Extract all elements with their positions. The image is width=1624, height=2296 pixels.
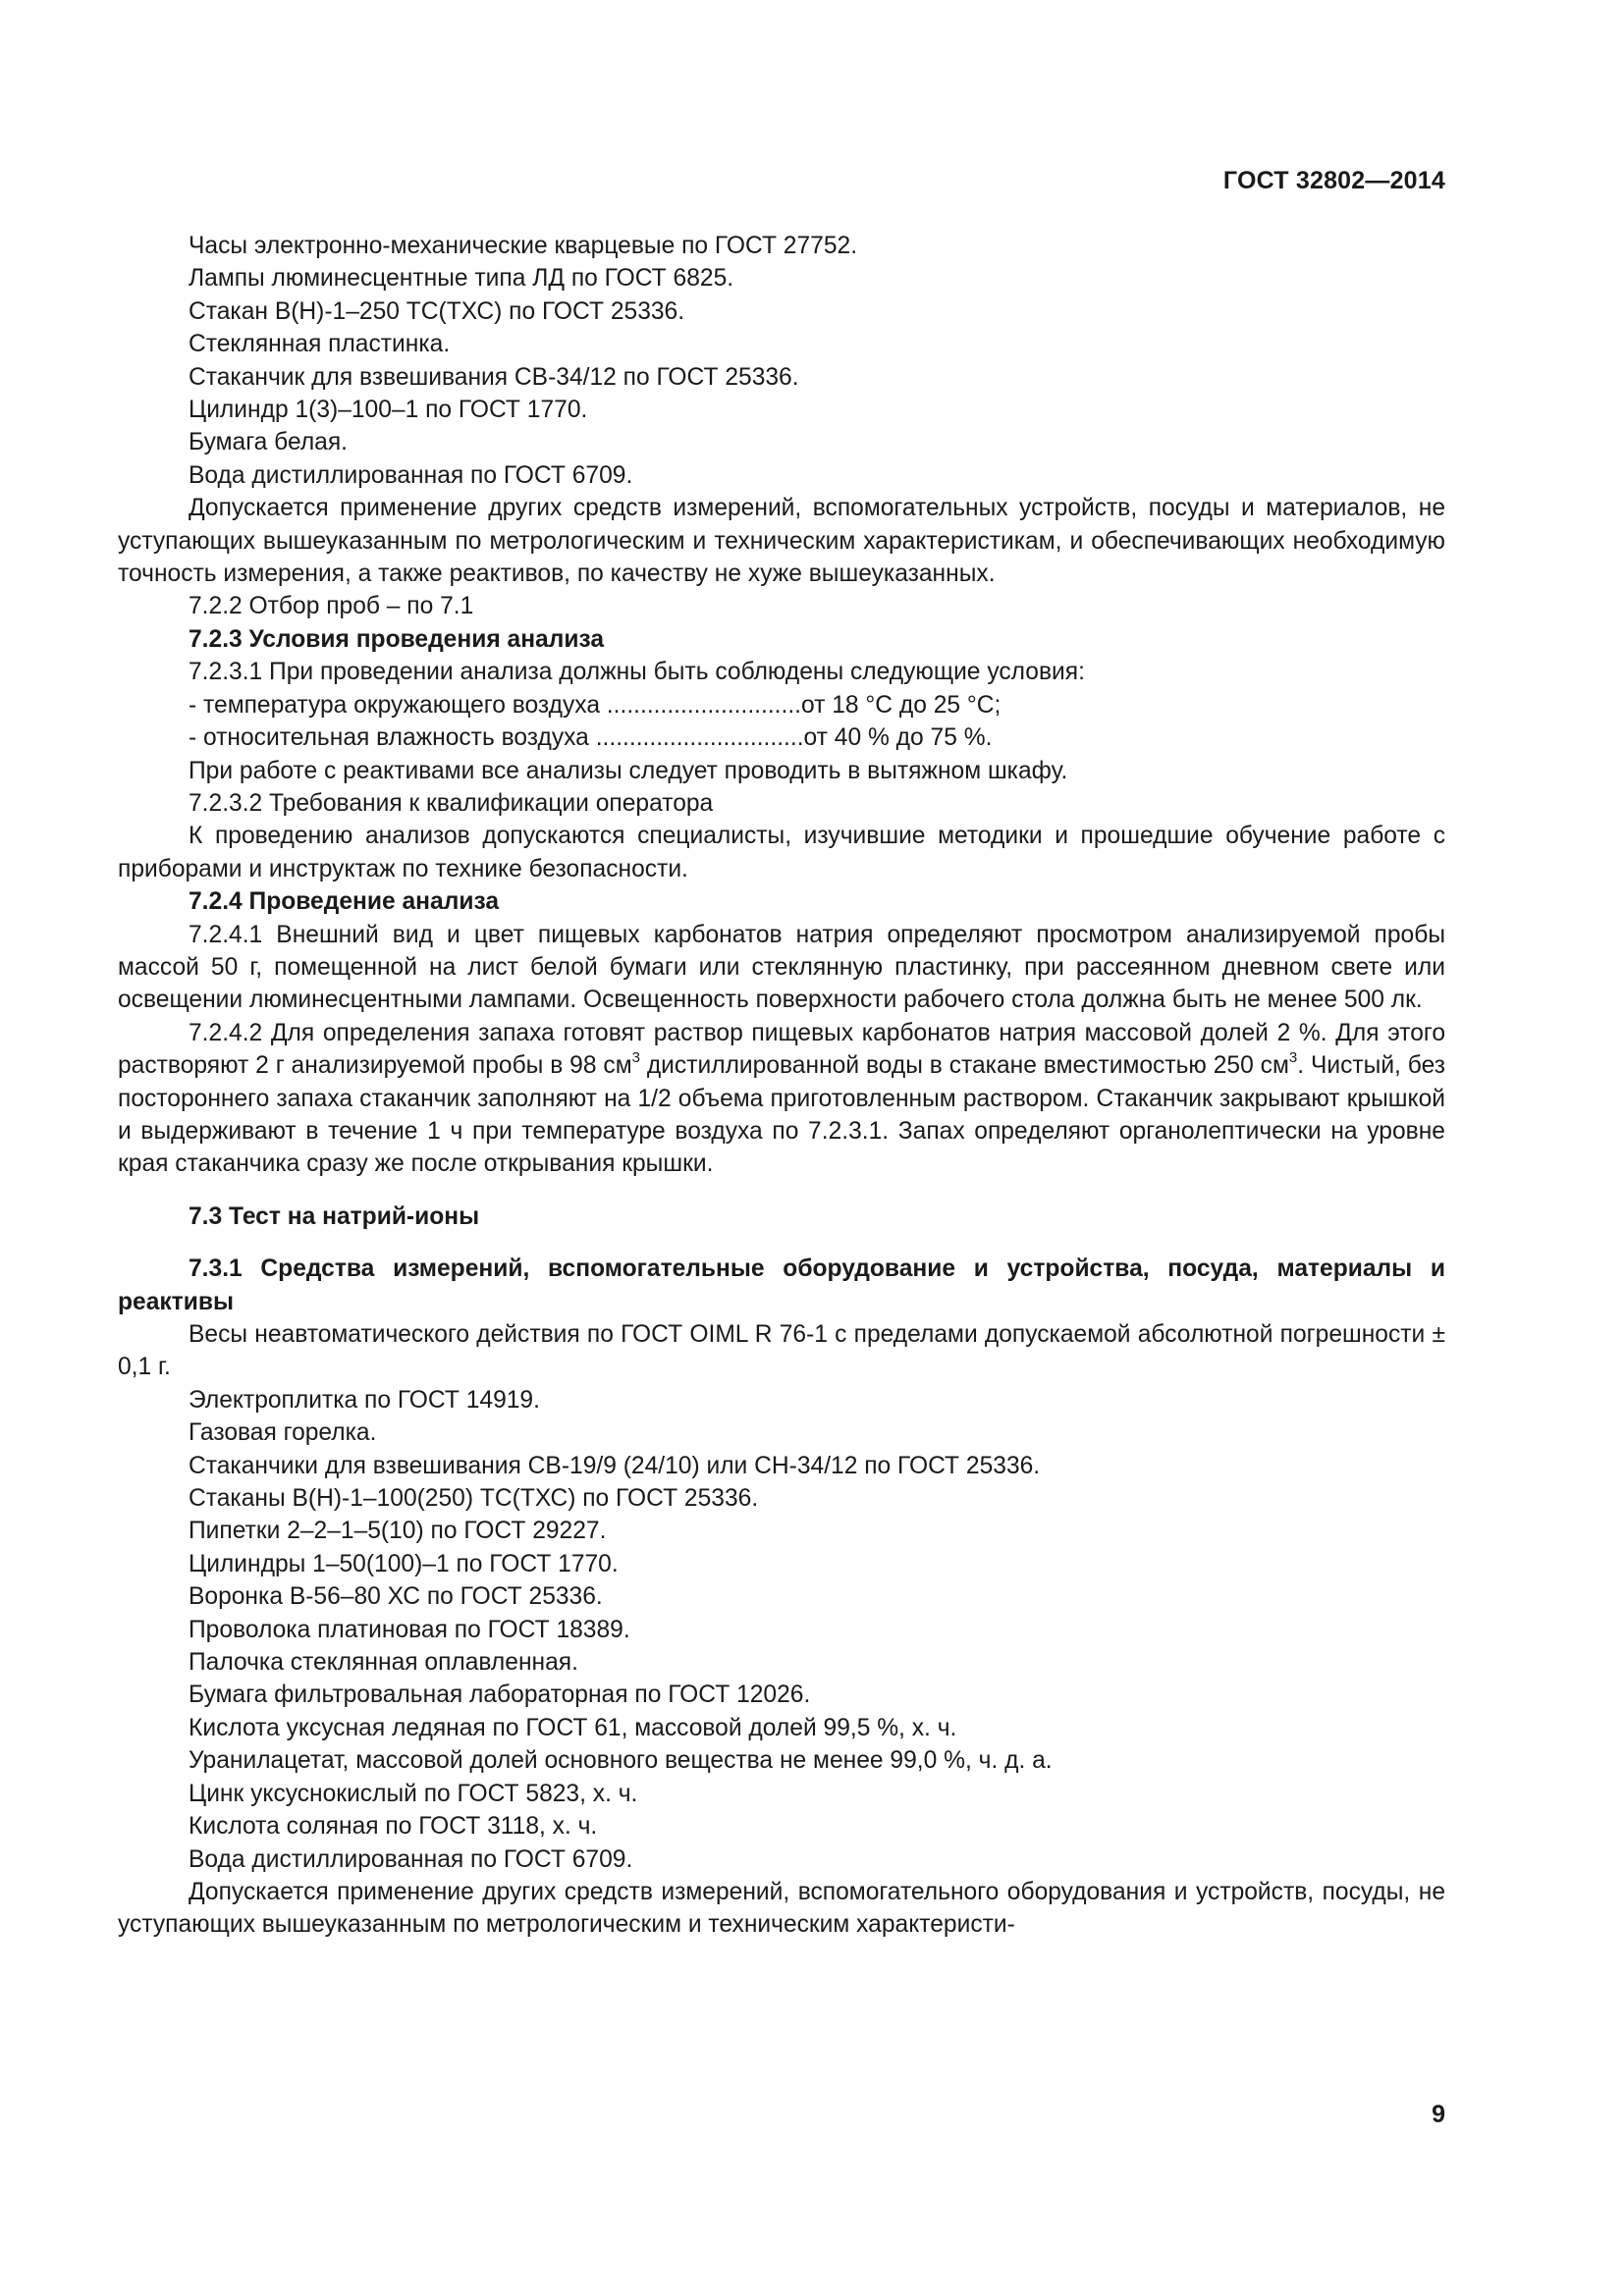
document-header: ГОСТ 32802—2014 [1222,167,1445,194]
equipment-item: Электроплитка по ГОСТ 14919. [189,1386,540,1414]
condition-label: - относительная влажность воздуха [189,724,589,752]
condition-humidity [118,721,1445,754]
allowance-paragraph: Допускается применение других средств измерений, вспомогательных устройств, посуды и материалов, не уступающих вышеуказанным по метрологическим и техническим характеристикам, и обеспечивающих необходимую точность измерения, а также реактивов, по качеству не хуже вышеуказанных. [118,495,1445,588]
equipment-item: Лампы люминесцентные типа ЛД по ГОСТ 6825. [189,265,734,293]
equipment-item: Цилиндр 1(3)–100–1 по ГОСТ 1770. [189,397,588,424]
equipment-item: Цилиндры 1–50(100)–1 по ГОСТ 1770. [189,1550,619,1577]
operators-paragraph: К проведению анализов допускаются специалисты, изучившие методики и прошедшие обучение работе с приборами и инструктаж по технике безопасности. [118,823,1445,882]
superscript: 3 [1288,1048,1298,1066]
clause-text: . Чистый, без постороннего запаха стаканчик заполняют на 1/2 объема приготовленным раствором. Стаканчик закрывают крышкой и выдерживают в течение 1 ч при температуре воздуха по 7.2.3.1. Запах определяют органолептически на уровне края стаканчика сразу же после открывания крышки. [118,1052,1445,1178]
equipment-item: Пипетки 2–2–1–5(10) по ГОСТ 29227. [189,1518,607,1545]
dot-leader: ............................. [600,691,801,719]
equipment-item: Вода дистиллированная по ГОСТ 6709. [189,461,633,489]
equipment-item: Воронка В-56–80 ХС по ГОСТ 25336. [189,1583,603,1611]
reagent-item: Вода дистиллированная по ГОСТ 6709. [189,1845,633,1873]
section-heading-7-3-1: 7.3.1 Средства измерений, вспомогательные оборудование и устройства, посуда, материалы и реактивы [118,1255,1445,1315]
dot-leader: ............................... [588,724,804,752]
clause-7-2-4-2 [118,1017,1445,1181]
reagent-item: Уранилацетат, массовой долей основного вещества не менее 99,0 %, ч. д. а. [189,1747,1053,1775]
equipment-item: Проволока платиновая по ГОСТ 18389. [189,1616,630,1643]
clause-text: дистиллированной воды в стакане вместимостью 250 см [639,1052,1289,1080]
equipment-item: Стакан В(Н)-1–250 ТС(ТХС) по ГОСТ 25336. [189,297,685,325]
condition-value: от 18 °С до 25 °С; [801,691,1001,719]
document-body [118,230,1445,1942]
reagent-item: Кислота соляная по ГОСТ 3118, х. ч. [189,1813,598,1841]
section-heading-7-3: 7.3 Тест на натрий-ионы [189,1202,480,1230]
clause-7-2-4-1: 7.2.4.1 Внешний вид и цвет пищевых карбонатов натрия определяют просмотром анализируемой пробы массой 50 г, помещенной на лист белой бумаги или стеклянную пластинку, при рассеянном дневном свете или освещении люминесцентными лампами. Освещенность поверхности рабочего стола должна быть не менее 500 лк. [118,921,1445,1014]
superscript: 3 [631,1048,640,1066]
fume-hood-note: При работе с реактивами все анализы следует проводить в вытяжном шкафу. [189,757,1068,784]
equipment-item: Стаканчик для взвешивания СВ-34/12 по ГОСТ 25336. [189,363,799,391]
condition-label: - температура окружающего воздуха [189,691,600,719]
page-number: 9 [1432,2101,1445,2128]
equipment-item: Стаканы В(Н)-1–100(250) ТС(ТХС) по ГОСТ 25336. [189,1485,759,1513]
condition-value: от 40 % до 75 %. [803,724,993,752]
equipment-item: Бумага фильтровальная лабораторная по ГОСТ 12026. [189,1682,811,1709]
section-heading-7-2-3: 7.2.3 Условия проведения анализа [189,625,605,653]
clause-7-2-2: 7.2.2 Отбор проб – по 7.1 [189,593,474,620]
clause-text: 7.2.4.2 Для определения запаха готовят раствор пищевых карбонатов натрия массовой долей 2 %. Для этого растворяют 2 г анализируемой пробы в 98 см [118,1019,1445,1080]
scales-paragraph: Весы неавтоматического действия по ГОСТ OIML R 76-1 с пределами допускаемой абсолютной погрешности ± 0,1 г. [118,1321,1445,1381]
section-heading-7-2-4: 7.2.4 Проведение анализа [189,888,500,916]
equipment-item: Стеклянная пластинка. [189,331,451,358]
reagent-item: Цинк уксуснокислый по ГОСТ 5823, х. ч. [189,1780,638,1807]
clause-7-2-3-1: 7.2.3.1 При проведении анализа должны быть соблюдены следующие условия: [189,659,1085,686]
equipment-item: Бумага белая. [189,429,348,456]
allowance-paragraph: Допускается применение других средств измерений, вспомогательного оборудования и устройств, посуды, не уступающих вышеуказанным по метрологическим и техническим характеристи- [118,1878,1445,1939]
condition-temperature [118,689,1445,721]
clause-7-2-3-2: 7.2.3.2 Требования к квалификации оператора [189,789,714,817]
equipment-item: Стаканчики для взвешивания СВ-19/9 (24/10) или СН-34/12 по ГОСТ 25336. [189,1452,1041,1479]
equipment-item: Газовая горелка. [189,1419,377,1447]
equipment-item: Часы электронно-механические кварцевые по ГОСТ 27752. [189,233,858,259]
reagent-item: Кислота уксусная ледяная по ГОСТ 61, массовой долей 99,5 %, х. ч. [189,1714,957,1741]
equipment-item: Палочка стеклянная оплавленная. [189,1649,578,1677]
